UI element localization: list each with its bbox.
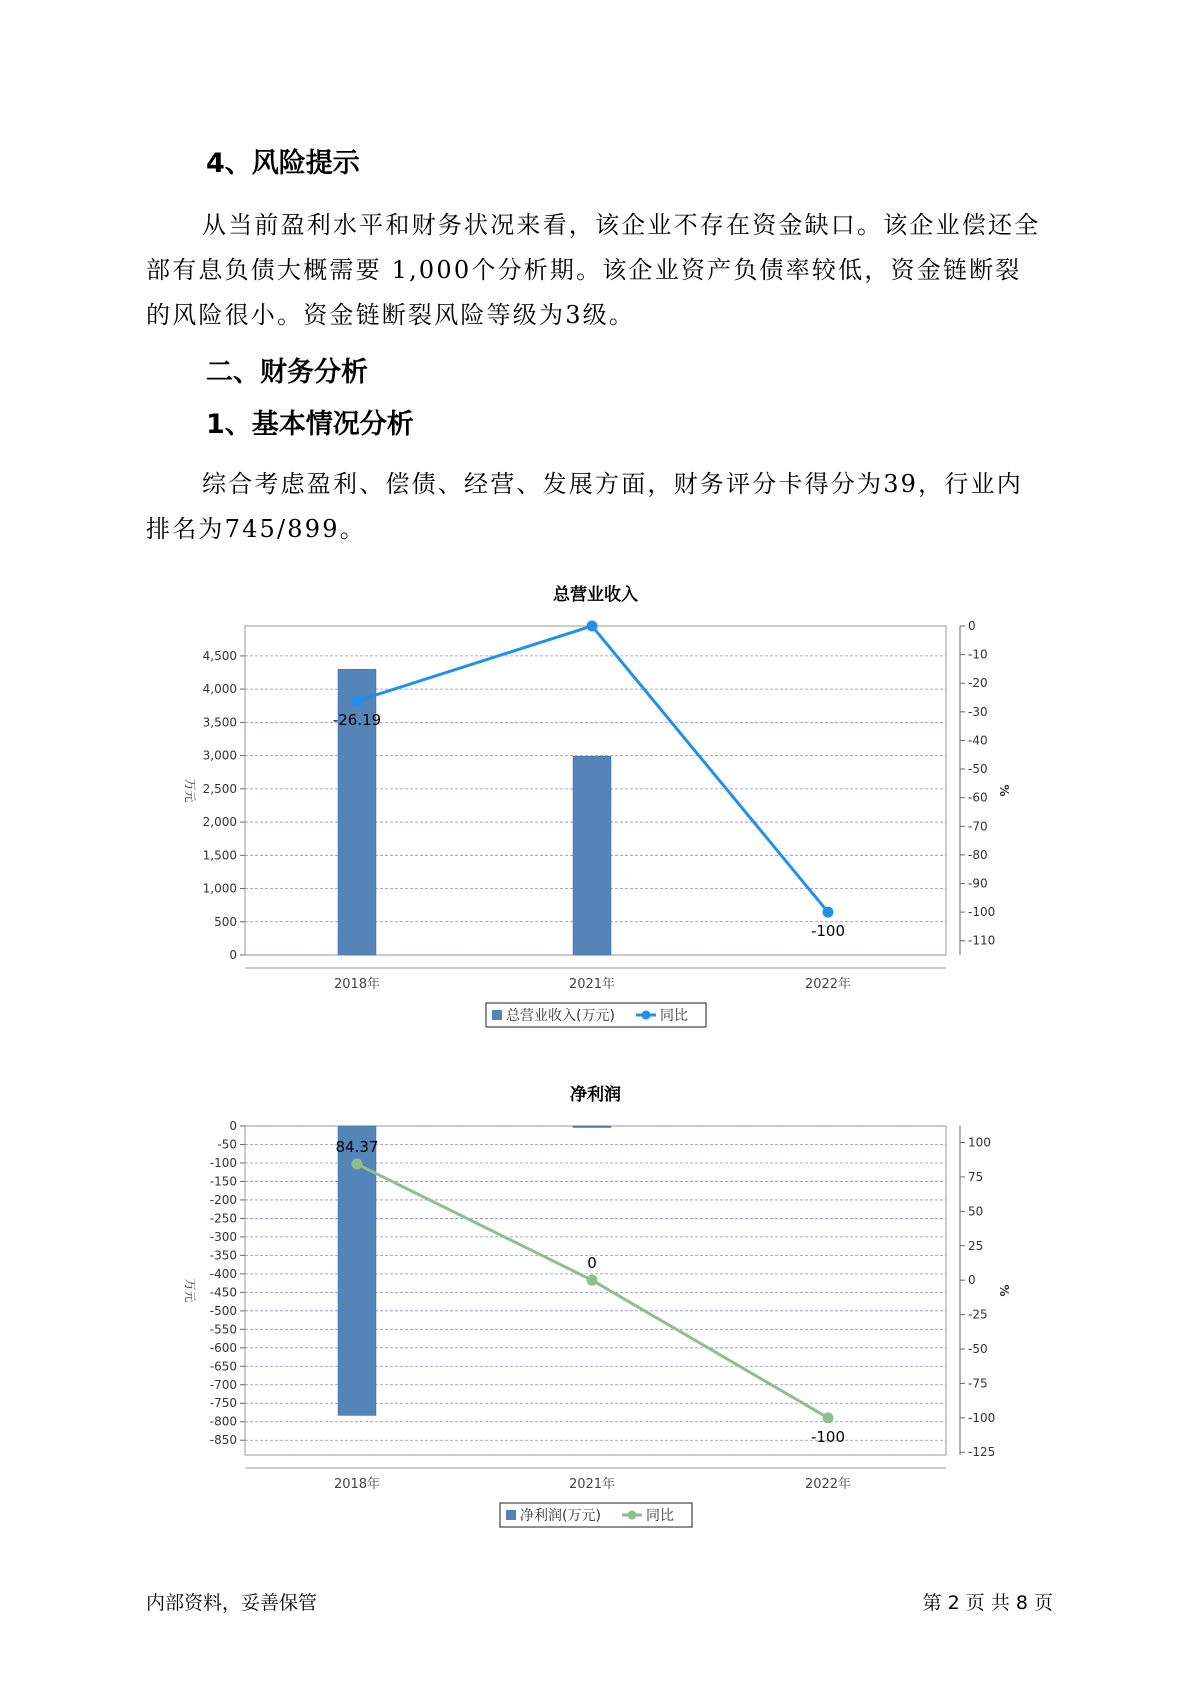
risk-paragraph: 从当前盈利水平和财务状况来看，该企业不存在资金缺口。该企业偿还全部有息负债大概需要 1,000个分析期。该企业资产负债率较低，资金链断裂的风险很小。资金链断裂风险等级为3级。 (146, 211, 1041, 329)
x-tick-label: 2021年 (568, 977, 616, 992)
legend-label-bar: 总营业收入(万元) (506, 1008, 615, 1024)
y2-tick-label: 25 (968, 1238, 984, 1253)
y2-tick-label: -25 (968, 1307, 988, 1322)
bar (573, 1126, 611, 1128)
y-tick-label: -400 (209, 1266, 237, 1281)
x-tick-label: 2018年 (333, 1477, 381, 1492)
risk-heading: 4、风险提示 (206, 148, 360, 179)
y2-tick-label: 0 (968, 619, 976, 633)
y2-axis-label: % (997, 784, 1011, 797)
y-tick-label: 0 (229, 948, 237, 962)
y2-tick-label: -60 (968, 790, 988, 805)
y2-tick-label: -30 (968, 704, 988, 719)
y2-tick-label: 75 (968, 1169, 984, 1184)
y2-tick-label: -110 (968, 933, 996, 948)
y2-tick-label: 0 (968, 1273, 976, 1288)
legend-swatch-point (642, 1011, 651, 1020)
y-tick-label: 3,500 (202, 715, 237, 730)
chart-title-net-profit: 净利润 (570, 1085, 621, 1105)
data-label: -100 (810, 922, 846, 941)
y-tick-label: 2,500 (202, 781, 237, 796)
y-tick-label: -250 (209, 1211, 237, 1226)
y-tick-label: 4,500 (202, 648, 237, 663)
y-tick-label: -850 (209, 1433, 237, 1448)
y-tick-label: 4,000 (202, 682, 237, 697)
data-label: 84.37 (335, 1138, 379, 1157)
y2-tick-label: -100 (968, 1410, 996, 1425)
y2-tick-label: -75 (968, 1376, 988, 1391)
footer-left: 内部资料，妥善保管 (146, 1592, 318, 1614)
y-tick-label: -800 (209, 1414, 237, 1429)
x-tick-label: 2022年 (804, 977, 852, 992)
y-tick-label: -50 (217, 1137, 237, 1152)
y2-tick-label: -90 (968, 876, 988, 891)
x-tick-label: 2022年 (804, 1477, 852, 1492)
y-tick-label: 2,000 (202, 815, 237, 830)
y-tick-label: -550 (209, 1322, 237, 1337)
y2-tick-label: -70 (968, 819, 988, 834)
footer-page-number: 第 2 页 共 8 页 (922, 1592, 1053, 1614)
y-tick-label: -750 (209, 1396, 237, 1411)
y-tick-label: -650 (209, 1359, 237, 1374)
y2-axis-label: % (997, 1284, 1011, 1297)
y-tick-label: -150 (209, 1174, 237, 1189)
line-point (352, 1159, 363, 1170)
basic-paragraph: 综合考虑盈利、偿债、经营、发展方面，财务评分卡得分为39，行业内排名为745/899。 (146, 470, 1023, 543)
y-tick-label: -350 (209, 1248, 237, 1263)
y2-tick-label: -40 (968, 733, 988, 748)
y-tick-label: 0 (229, 1119, 237, 1133)
line-point (587, 1275, 598, 1286)
y-axis-label: 万元 (183, 1278, 197, 1303)
y2-tick-label: 100 (968, 1135, 991, 1150)
legend-label-line: 同比 (660, 1008, 688, 1024)
y-tick-label: 1,000 (202, 881, 237, 896)
revenue-chart (0, 600, 1191, 1060)
basic-heading: 1、基本情况分析 (206, 409, 414, 440)
line-point (587, 621, 598, 632)
legend-swatch-point (628, 1511, 637, 1520)
data-label: -26.19 (332, 710, 382, 729)
line-point (352, 695, 363, 706)
y-tick-label: -600 (209, 1340, 237, 1355)
legend-swatch-bar (506, 1510, 516, 1520)
y-tick-label: 3,000 (202, 748, 237, 763)
line-point (823, 907, 834, 918)
legend-label-bar: 净利润(万元) (520, 1508, 601, 1524)
y-tick-label: -450 (209, 1285, 237, 1300)
data-label: 0 (587, 1254, 597, 1273)
y-tick-label: -300 (209, 1229, 237, 1244)
y2-tick-label: -20 (968, 676, 988, 691)
line-point (823, 1412, 834, 1423)
y-tick-label: 500 (214, 914, 237, 929)
data-label: -100 (810, 1427, 846, 1446)
y-tick-label: 1,500 (202, 848, 237, 863)
y2-tick-label: -80 (968, 847, 988, 862)
y-tick-label: -700 (209, 1377, 237, 1392)
net-profit-chart (0, 1100, 1191, 1560)
y-tick-label: -500 (209, 1303, 237, 1318)
y2-tick-label: -10 (968, 647, 988, 662)
y2-tick-label: -50 (968, 762, 988, 777)
y2-tick-label: -50 (968, 1342, 988, 1357)
y2-tick-label: -100 (968, 905, 996, 920)
y-tick-label: -200 (209, 1192, 237, 1207)
y2-tick-label: 50 (968, 1204, 984, 1219)
legend-swatch-bar (492, 1010, 502, 1020)
finance-heading: 二、财务分析 (206, 357, 368, 388)
x-tick-label: 2021年 (568, 1477, 616, 1492)
legend-label-line: 同比 (646, 1508, 674, 1524)
bar (573, 756, 611, 955)
chart-title-revenue: 总营业收入 (553, 585, 638, 605)
x-tick-label: 2018年 (333, 977, 381, 992)
y-axis-label: 万元 (183, 778, 197, 803)
y-tick-label: -100 (209, 1155, 237, 1170)
y2-tick-label: -125 (968, 1445, 996, 1460)
